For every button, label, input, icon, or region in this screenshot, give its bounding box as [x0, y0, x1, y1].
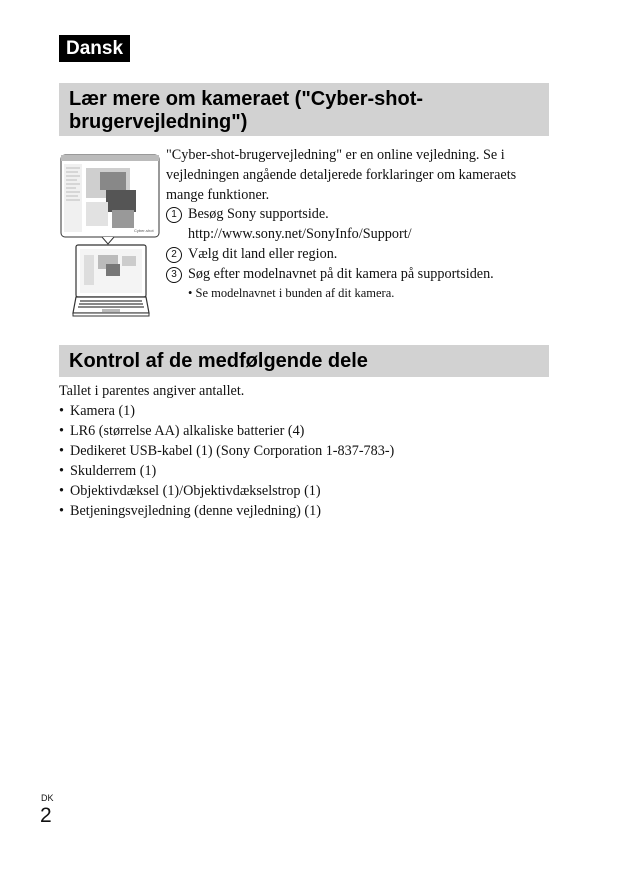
support-url[interactable]: http://www.sony.net/SonyInfo/Support/ [188, 226, 412, 242]
intro-paragraph [166, 145, 552, 205]
step-1 [166, 204, 329, 224]
language-badge: Dansk [59, 35, 130, 62]
heading-line-2: brugervejledning") [69, 111, 248, 133]
heading-line-1: Lær mere om kameraet ("Cyber-shot- [69, 88, 424, 110]
intro-line-3: mange funktioner. [166, 187, 270, 203]
model-name-note: • Se modelnavnet i bunden af dit kamera. [188, 286, 395, 300]
page-language-code: DK [41, 793, 54, 803]
list-item: • Dedikeret USB-kabel (1) (Sony Corporation 1-837-783-) [59, 441, 394, 461]
list-item: • Skulderrem (1) [59, 461, 394, 481]
step-number-2: 2 [166, 247, 182, 263]
list-item: • Betjeningsvejledning (denne vejledning) (1) [59, 501, 394, 521]
parts-list [59, 401, 394, 521]
intro-line-2: vejledningen angående detaljerede forklaringer om kameraets [166, 167, 517, 183]
list-item: • Objektivdæksel (1)/Objektivdækselstrop (1) [59, 481, 394, 501]
step-text-1: Besøg Sony supportside. [188, 206, 329, 222]
step-text-3: Søg efter modelnavnet på dit kamera på supportsiden. [188, 266, 494, 282]
step-number-1: 1 [166, 207, 182, 223]
step-3 [166, 264, 494, 284]
step-number-3: 3 [166, 267, 182, 283]
laptop-manual-illustration [60, 152, 164, 320]
page-number: 2 [40, 804, 52, 827]
section-heading-check-parts: Kontrol af de medfølgende dele [59, 345, 549, 377]
intro-line-1: "Cyber-shot-brugervejledning" er en online vejledning. Se i [166, 147, 505, 163]
illustration-label: Cyber-shot [134, 228, 154, 233]
list-item: • Kamera (1) [59, 401, 394, 421]
step-text-2: Vælg dit land eller region. [188, 246, 338, 262]
list-item: • LR6 (størrelse AA) alkaliske batterier (4) [59, 421, 394, 441]
section-heading-learn-more [59, 83, 549, 136]
parts-lead-text: Tallet i parentes angiver antallet. [59, 383, 245, 399]
step-2 [166, 244, 337, 264]
